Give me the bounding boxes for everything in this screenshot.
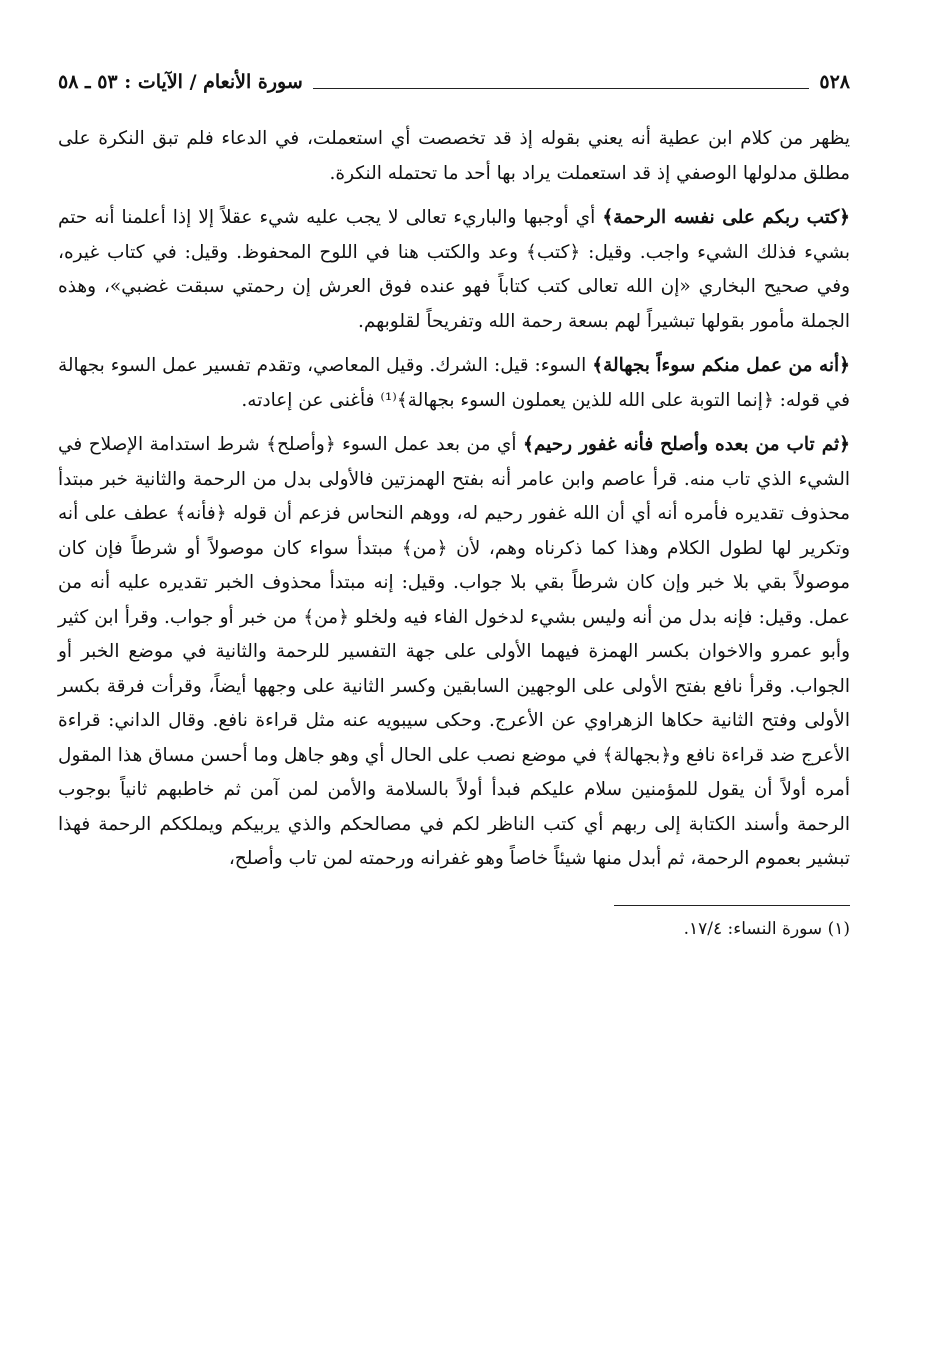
paragraph: [58, 122, 850, 191]
paragraph-text: أي أوجبها والباريء تعالى لا يجب عليه شيء عقلاً إلا إذا أعلمنا أنه حتم بشيء فذلك الشيء واجب. وقيل: ﴿كتب﴾ وعد والكتب هنا في اللوح المحفوظ. وقيل: في كتاب غيره، وفي صحيح البخاري «إن الله تعالى كتب كتاباً فهو عنده فوق العرش إن رحمتي سبقت غضبي»، وهذه الجملة مأمور بقولها تبشيراً لهم بسعة رحمة الله وتفريحاً لقلوبهم.: [58, 207, 850, 332]
paragraph: [58, 201, 850, 339]
page-body: [58, 122, 850, 877]
paragraph: [58, 349, 850, 418]
paragraph-text: يظهر من كلام ابن عطية أنه يعني بقوله إذ قد تخصصت أي استعملت، في الدعاء فلم تبق النكرة على مطلق مدلولها الوصفي إذ قد استعملت يراد بها أحد ما تحتمله النكرة.: [58, 128, 850, 184]
footnote-rule: [614, 905, 850, 906]
paragraph: [58, 428, 850, 877]
footnote: (١) سورة النساء: ١٧/٤.: [683, 918, 850, 939]
page-number: ٥٢٨: [819, 71, 850, 93]
book-page: [58, 62, 850, 942]
verse-quote: ﴿أنه من عمل منكم سوءاً بجهالة﴾: [592, 355, 850, 376]
paragraph-text: أي من بعد عمل السوء ﴿وأصلح﴾ شرط استدامة الإصلاح في الشيء الذي تاب منه. قرأ عاصم وابن عامر أنه بفتح الهمزتين فالأولى بدل من الرحمة والثانية خبر مبتدأ محذوف تقديره فأمره أنه أي أن الله غفور رحيم له، ووهم النحاس فزعم أن قوله ﴿فأنه﴾ عطف على أنه وتكرير لها لطول الكلام وهذا كما ذكرناه وهم، لأن ﴿من﴾ مبتدأ سواء كان موصولاً أو شرطاً فإن كان موصولاً بقي بلا خبر وإن كان شرطاً بقي بلا جواب. وقيل: إنه مبتدأ محذوف الخبر تقديره عليه أنه من عمل. وقيل: فإنه بدل من أنه وليس بشيء لدخول الفاء فيه ولخلو ﴿من﴾ من خبر أو جواب. وقرأ ابن كثير وأبو عمرو والاخوان بكسر الهمزة فيهما الأولى على جهة التفسير للرحمة والثانية في موضع الخبر أو الجواب. وقرأ نافع بفتح الأولى على الوجهين السابقين وكسر الثانية على وجهها أيضاً، وقرأت فرقة بكسر الأولى وفتح الثانية حكاها الزهراوي عن الأعرج. وحكى سيبويه عنه مثل قراءة نافع. وقال الداني: قراءة الأعرج ضد قراءة نافع و﴿بجهالة﴾ في موضع نصب على الحال أي وهو جاهل وما أحسن مساق هذا المقول أمره أولاً أن يقول للمؤمنين سلام عليكم فبدأ أولاً بالسلامة والأمن لمن آمن ثم خاطبهم ثانياً بوجوب الرحمة وأسند الكتابة إلى ربهم أي كتب الناظر لكم في مصالحكم والذي يربيكم ويملككم الرحمة فهذا تبشير بعموم الرحمة، ثم أبدل منها شيئاً خاصاً وهو غفرانه ورحمته لمن تاب وأصلح،: [58, 434, 850, 869]
running-title: سورة الأنعام / الآيات : ٥٣ ـ ٥٨: [58, 71, 303, 93]
paragraph-text: السوء: قيل: الشرك. وقيل المعاصي، وتقدم تفسير عمل السوء بجهالة في قوله: ﴿إنما التوبة على الله للذين يعملون السوء بجهالة﴾⁽¹⁾ فأغنى عن إعادته.: [58, 355, 850, 411]
header-rule: [313, 88, 810, 89]
page-header: [58, 62, 850, 102]
verse-quote: ﴿كتب ربكم على نفسه الرحمة﴾: [602, 207, 851, 228]
verse-quote: ﴿ثم تاب من بعده وأصلح فأنه غفور رحيم﴾: [522, 434, 850, 455]
